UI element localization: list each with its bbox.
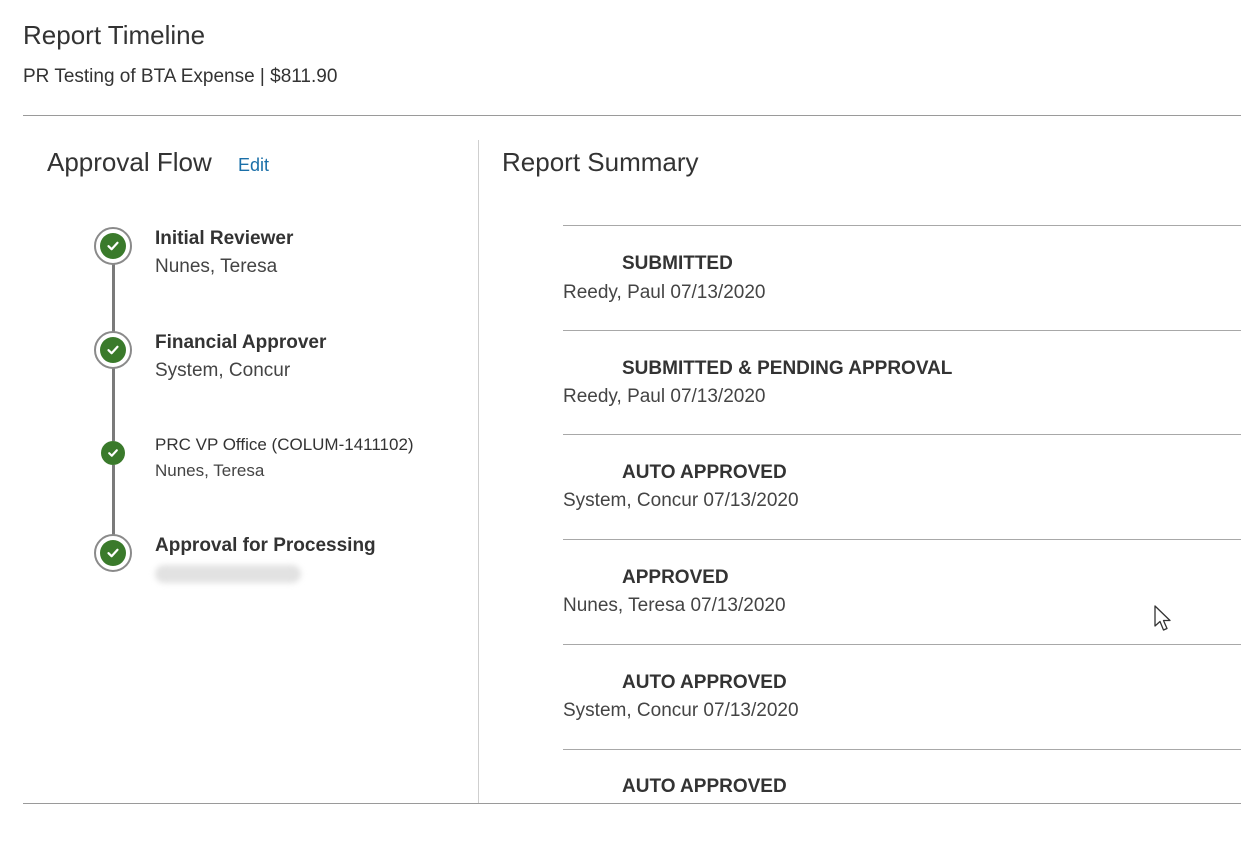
summary-entry-status: SUBMITTED & PENDING APPROVAL bbox=[622, 358, 953, 379]
summary-divider bbox=[563, 434, 1241, 435]
approval-flow-connector bbox=[112, 246, 115, 552]
step-title: Financial Approver bbox=[155, 332, 327, 353]
summary-divider bbox=[563, 749, 1241, 750]
summary-entry-meta: Reedy, Paul 07/13/2020 bbox=[563, 282, 766, 303]
summary-entry-status: AUTO APPROVED bbox=[622, 776, 787, 797]
summary-entry-meta: Reedy, Paul 07/13/2020 bbox=[563, 386, 766, 407]
header-divider bbox=[23, 115, 1241, 116]
step-approver: System, Concur bbox=[155, 360, 291, 381]
summary-divider bbox=[563, 330, 1241, 331]
summary-divider bbox=[563, 539, 1241, 540]
summary-entry-status: SUBMITTED bbox=[622, 253, 733, 274]
approval-flow-heading: Approval Flow bbox=[47, 147, 212, 177]
mouse-cursor-icon bbox=[1154, 605, 1174, 638]
summary-entry-status: AUTO APPROVED bbox=[622, 462, 787, 483]
page-title: Report Timeline bbox=[23, 20, 206, 50]
step-title: Initial Reviewer bbox=[155, 228, 294, 249]
edit-approval-flow-link[interactable]: Edit bbox=[238, 155, 270, 175]
summary-entry-meta: System, Concur 07/13/2020 bbox=[563, 490, 799, 511]
report-subtitle: PR Testing of BTA Expense | $811.90 bbox=[23, 66, 338, 87]
footer-divider bbox=[23, 803, 1241, 804]
summary-divider bbox=[563, 225, 1241, 226]
check-icon bbox=[100, 337, 126, 363]
summary-entry-status: APPROVED bbox=[622, 567, 729, 588]
step-complete-indicator bbox=[101, 441, 125, 465]
column-divider bbox=[478, 140, 479, 803]
step-complete-indicator bbox=[94, 534, 132, 572]
step-approver: Nunes, Teresa bbox=[155, 256, 278, 277]
step-approver: Nunes, Teresa bbox=[155, 461, 265, 480]
summary-entry-meta: System, Concur 07/13/2020 bbox=[563, 700, 799, 721]
step-title: PRC VP Office (COLUM-1411102) bbox=[155, 435, 414, 454]
summary-entry-meta: Nunes, Teresa 07/13/2020 bbox=[563, 595, 786, 616]
summary-entry-status: AUTO APPROVED bbox=[622, 672, 787, 693]
report-summary-heading: Report Summary bbox=[502, 147, 699, 177]
step-title: Approval for Processing bbox=[155, 535, 376, 556]
check-icon bbox=[100, 540, 126, 566]
step-complete-indicator bbox=[94, 331, 132, 369]
step-complete-indicator bbox=[94, 227, 132, 265]
check-icon bbox=[100, 233, 126, 259]
summary-divider bbox=[563, 644, 1241, 645]
redacted-approver-name bbox=[155, 565, 301, 583]
check-icon bbox=[101, 441, 125, 465]
